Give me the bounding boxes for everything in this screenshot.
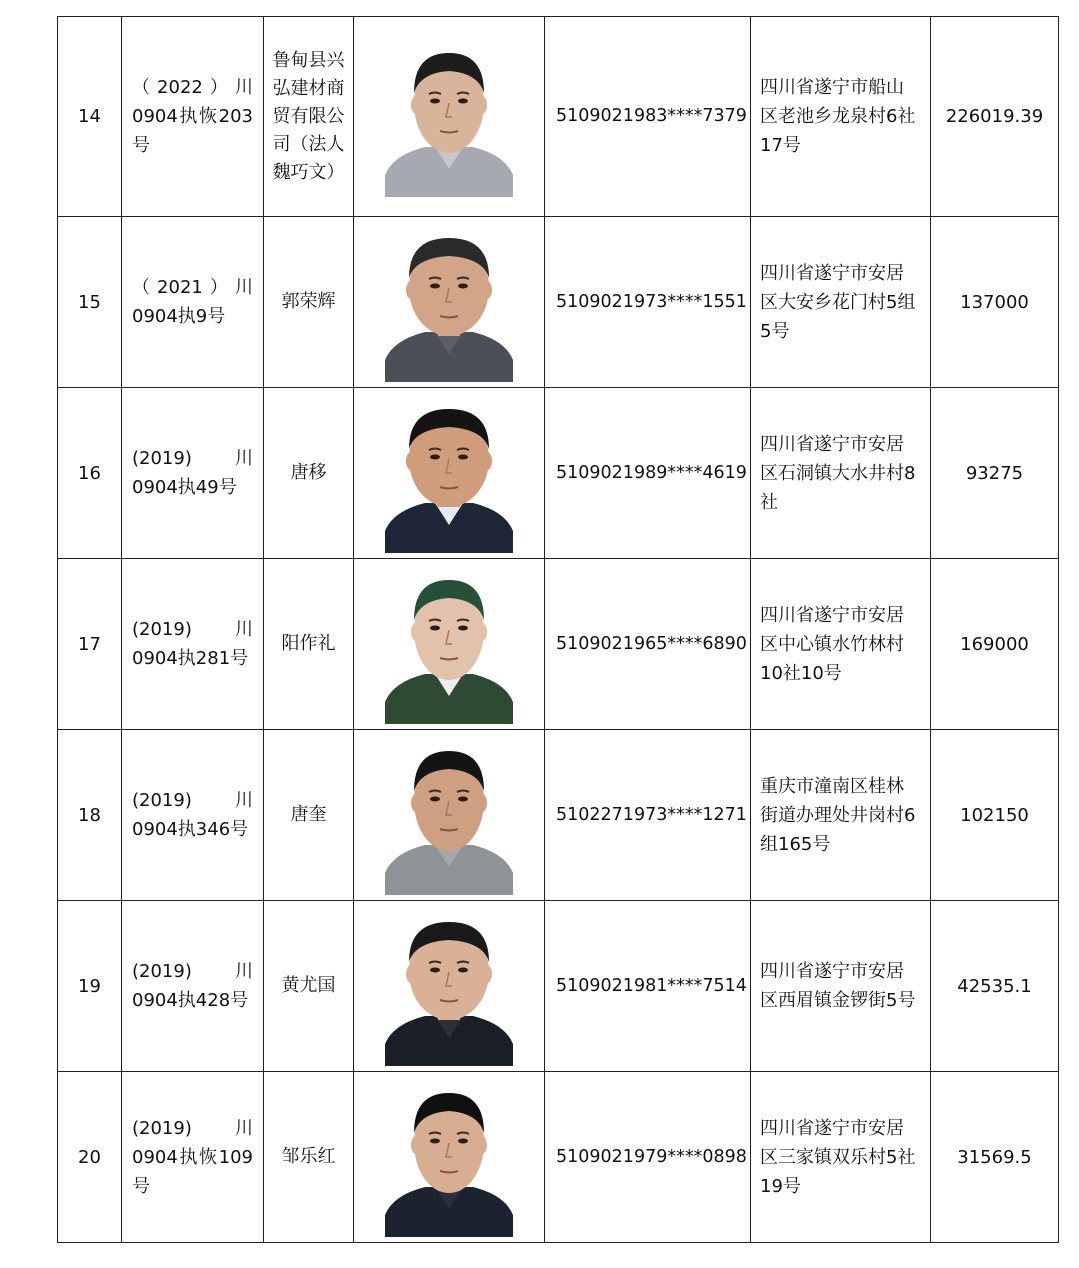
table-row bbox=[58, 17, 1059, 217]
address: 四川省遂宁市安居区大安乡花门村5组5号 bbox=[751, 217, 931, 388]
case-number: (2019)川0904执281号 bbox=[122, 559, 264, 730]
portrait-photo bbox=[385, 906, 513, 1066]
id-number: 5109021981****7514 bbox=[545, 901, 751, 1072]
id-number: 5109021983****7379 bbox=[545, 17, 751, 217]
table-row bbox=[58, 730, 1059, 901]
amount: 31569.5 bbox=[931, 1072, 1059, 1243]
id-number: 5102271973****1271 bbox=[545, 730, 751, 901]
case-number: (2019)川0904执428号 bbox=[122, 901, 264, 1072]
row-number: 18 bbox=[58, 730, 122, 901]
case-number: (2019)川0904执49号 bbox=[122, 388, 264, 559]
id-number: 5109021989****4619 bbox=[545, 388, 751, 559]
photo-cell bbox=[354, 901, 545, 1072]
photo-cell bbox=[354, 1072, 545, 1243]
records-table bbox=[57, 16, 1059, 1243]
portrait-image bbox=[385, 222, 513, 382]
address: 四川省遂宁市安居区石洞镇大水井村8社 bbox=[751, 388, 931, 559]
row-number: 16 bbox=[58, 388, 122, 559]
photo-cell bbox=[354, 17, 545, 217]
address: 四川省遂宁市船山区老池乡龙泉村6社17号 bbox=[751, 17, 931, 217]
case-number: （2021）川0904执9号 bbox=[122, 217, 264, 388]
table-row bbox=[58, 388, 1059, 559]
portrait-photo bbox=[385, 1077, 513, 1237]
person-name: 鲁甸县兴弘建材商贸有限公司（法人魏巧文） bbox=[264, 17, 354, 217]
portrait-image bbox=[385, 393, 513, 553]
portrait-image bbox=[385, 735, 513, 895]
address: 四川省遂宁市安居区中心镇水竹林村10社10号 bbox=[751, 559, 931, 730]
id-number: 5109021973****1551 bbox=[545, 217, 751, 388]
photo-cell bbox=[354, 730, 545, 901]
portrait-photo bbox=[385, 37, 513, 197]
portrait-photo bbox=[385, 735, 513, 895]
photo-cell bbox=[354, 217, 545, 388]
table-row bbox=[58, 559, 1059, 730]
amount: 137000 bbox=[931, 217, 1059, 388]
table-row bbox=[58, 217, 1059, 388]
portrait-image bbox=[385, 564, 513, 724]
portrait-photo bbox=[385, 222, 513, 382]
row-number: 20 bbox=[58, 1072, 122, 1243]
address: 四川省遂宁市安居区西眉镇金锣街5号 bbox=[751, 901, 931, 1072]
person-name: 唐奎 bbox=[264, 730, 354, 901]
amount: 226019.39 bbox=[931, 17, 1059, 217]
portrait-image bbox=[385, 37, 513, 197]
amount: 93275 bbox=[931, 388, 1059, 559]
person-name: 唐移 bbox=[264, 388, 354, 559]
person-name: 郭荣辉 bbox=[264, 217, 354, 388]
photo-cell bbox=[354, 388, 545, 559]
row-number: 17 bbox=[58, 559, 122, 730]
id-number: 5109021979****0898 bbox=[545, 1072, 751, 1243]
photo-cell bbox=[354, 559, 545, 730]
amount: 102150 bbox=[931, 730, 1059, 901]
table-row bbox=[58, 901, 1059, 1072]
address: 重庆市潼南区桂林街道办理处井岗村6组165号 bbox=[751, 730, 931, 901]
portrait-image bbox=[385, 1077, 513, 1237]
portrait-photo bbox=[385, 564, 513, 724]
portrait-image bbox=[385, 906, 513, 1066]
person-name: 黄尤国 bbox=[264, 901, 354, 1072]
amount: 42535.1 bbox=[931, 901, 1059, 1072]
person-name: 阳作礼 bbox=[264, 559, 354, 730]
portrait-photo bbox=[385, 393, 513, 553]
amount: 169000 bbox=[931, 559, 1059, 730]
row-number: 15 bbox=[58, 217, 122, 388]
case-number: (2019)川0904执恢109号 bbox=[122, 1072, 264, 1243]
address: 四川省遂宁市安居区三家镇双乐村5社19号 bbox=[751, 1072, 931, 1243]
case-number: （2022）川0904执恢203号 bbox=[122, 17, 264, 217]
person-name: 邹乐红 bbox=[264, 1072, 354, 1243]
table-row bbox=[58, 1072, 1059, 1243]
case-number: (2019)川0904执346号 bbox=[122, 730, 264, 901]
id-number: 5109021965****6890 bbox=[545, 559, 751, 730]
row-number: 19 bbox=[58, 901, 122, 1072]
row-number: 14 bbox=[58, 17, 122, 217]
